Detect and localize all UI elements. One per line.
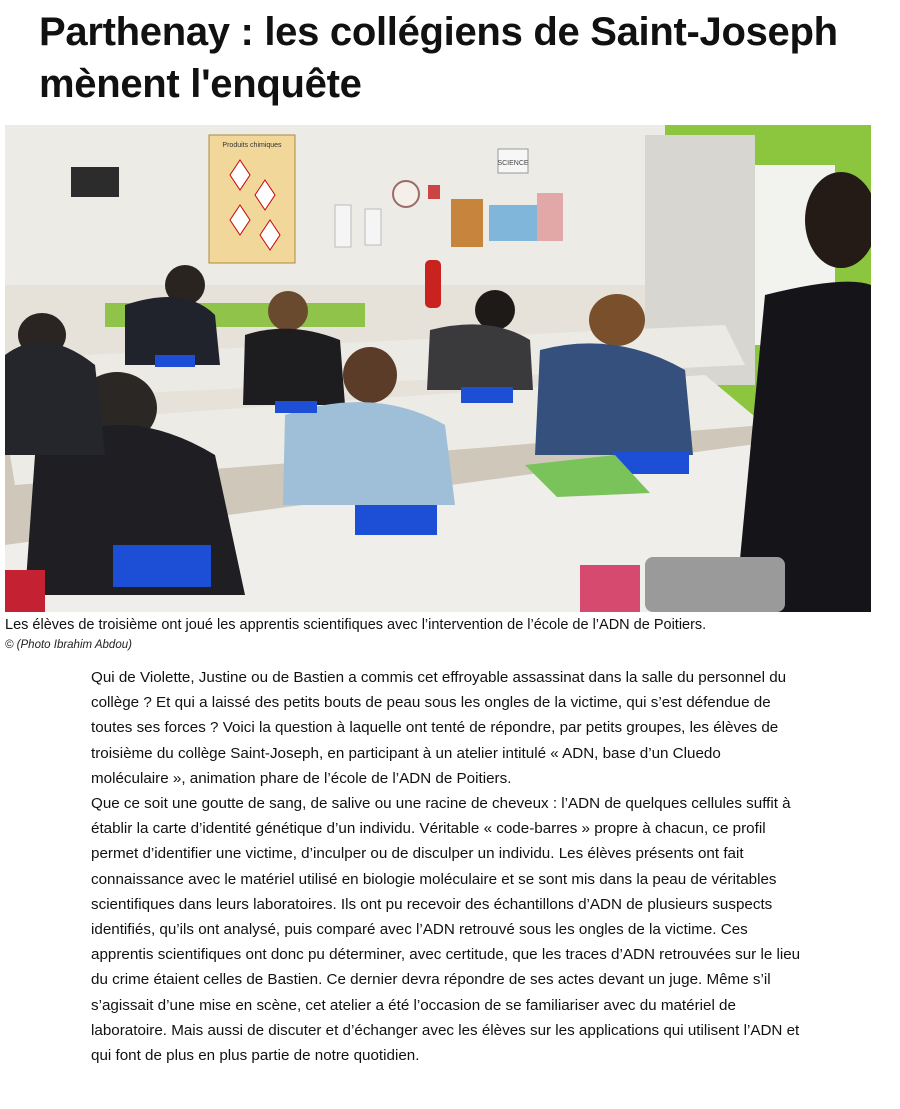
article-paragraph: Qui de Violette, Justine ou de Bastien a commis cet effroyable assassinat dans la salle du personnel du collège ? Et qui a laissé des petits bouts de peau sous les ongles de la victime, qui s’est défendue de toutes ses forces ? Voici la question à laquelle ont tenté de répondre, par petits groupes, les élèves de troisième du collège Saint-Joseph, en participant à un atelier intitulé « ADN, base d’un Cluedo moléculaire », animation phare de l’école de l’ADN de Poitiers. bbox=[91, 669, 787, 787]
photo-credit: © (Photo Ibrahim Abdou) bbox=[5, 639, 132, 651]
poster-title: Produits chimiques bbox=[222, 142, 282, 149]
classroom-photo bbox=[5, 125, 871, 612]
photo-caption: Les élèves de troisième ont joué les apprentis scientifiques avec l’intervention de l’école de l’ADN de Poitiers. bbox=[5, 617, 707, 633]
article-photo bbox=[5, 125, 871, 612]
article-title: Parthenay : les collégiens de Saint-Joseph mènent l'enquête bbox=[39, 10, 838, 106]
science-sign: SCIENCE bbox=[497, 160, 529, 167]
chemical-poster bbox=[209, 135, 295, 263]
article-paragraph: Que ce soit une goutte de sang, de salive ou une racine de cheveux : l’ADN de quelques cellules suffit à établir la carte d’identité génétique d’un individu. Véritable « code-barres » propre à chacun, ce profil permet d’identifier une victime, d’inculper ou de disculper un individu. Les élèves présents ont fait connaissance avec le matériel utilisé en biologie moléculaire et se sont mis dans la peau de véritables scientifiques dans leurs laboratoires. Ils ont pu recevoir des échantillons d’ADN de plusieurs suspects identifiés, qu’ils ont analysé, puis comparé avec l’ADN retrouvé sous les ongles de la victime. Ces apprentis scientifiques ont donc pu déterminer, avec certitude, que les traces d’ADN retrouvées sur le lieu du crime étaient celles de Bastien. Ce dernier devra répondre de ses actes devant un juge. Même s’il s’agissait d’une mise en scène, cet atelier a été l’occasion de se familiariser avec du matériel de laboratoire. Mais aussi de discuter et d’échanger avec les élèves sur les applications qui utilisent l’ADN et qui font de plus en plus partie de notre quotidien. bbox=[91, 795, 801, 1065]
article-body bbox=[91, 665, 801, 1068]
